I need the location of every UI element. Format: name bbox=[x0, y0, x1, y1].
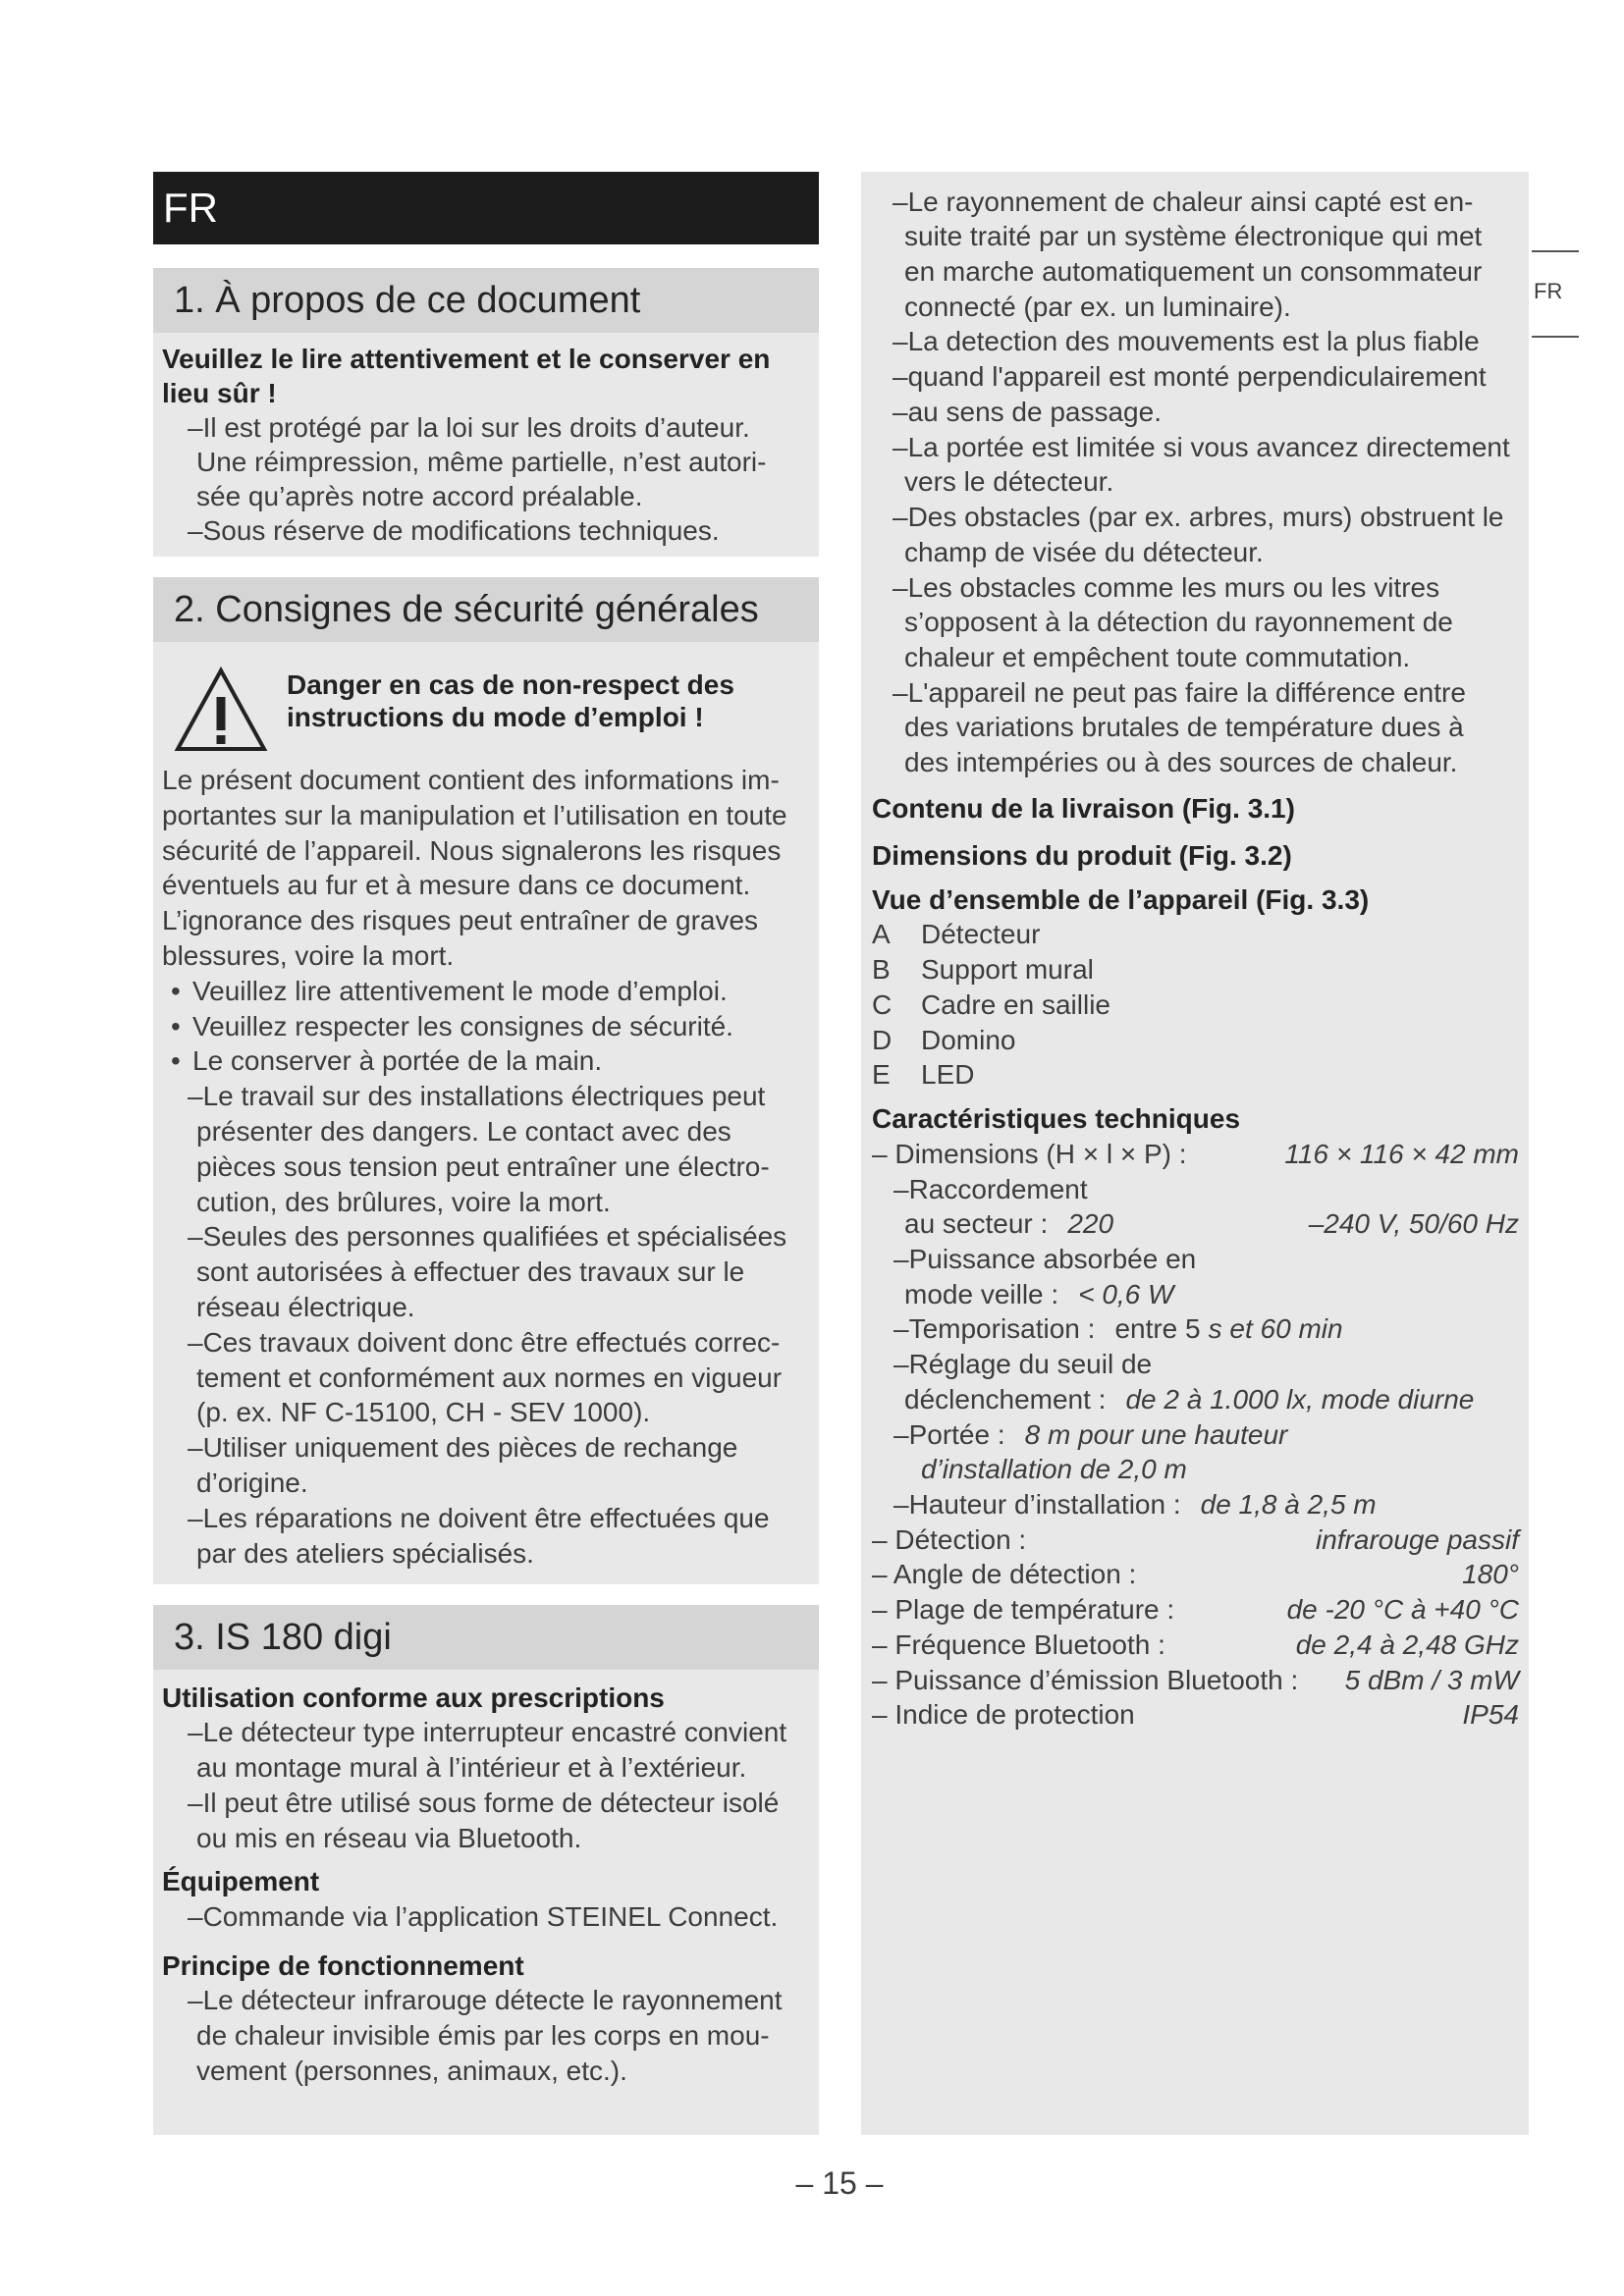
spec-value: 8 m pour une hauteur bbox=[1024, 1418, 1288, 1450]
list-item: –au sens de passage. bbox=[893, 396, 1162, 427]
section-intro: Veuillez le lire attentivement et le conserver en lieu sûr ! bbox=[162, 344, 771, 408]
spec-value: d’installation de 2,0 m bbox=[921, 1454, 1187, 1485]
spec-row bbox=[872, 1137, 1519, 1172]
tab-divider-bottom bbox=[1532, 336, 1579, 338]
section-title: 3. IS 180 digi bbox=[174, 1617, 392, 1658]
spec-row bbox=[872, 1206, 1519, 1242]
list-item: –Sous réserve de modifications techniques. bbox=[188, 515, 720, 546]
spec-value: 180° bbox=[1462, 1559, 1519, 1590]
spec-label: –Réglage du seuil de bbox=[893, 1349, 1153, 1380]
spec-label: – Puissance d’émission Bluetooth : bbox=[872, 1664, 1299, 1695]
spec-label: –Hauteur d’installation : bbox=[893, 1489, 1181, 1521]
spec-value: infrarouge passif bbox=[1315, 1523, 1519, 1555]
subheading-principle: Principe de fonctionnement bbox=[162, 1949, 524, 1981]
spec-row bbox=[872, 1452, 1519, 1487]
language-tab: FR bbox=[1534, 279, 1563, 303]
warning-text: Danger en cas de non-respect des instructions du mode d’emploi ! bbox=[287, 669, 734, 732]
spec-label: –Portée : bbox=[893, 1418, 1005, 1450]
list-item: –Le détecteur type interrupteur encastré convient au montage mural à l’intérieur et à l’extérieur. bbox=[188, 1717, 787, 1784]
section-about-document bbox=[153, 268, 819, 557]
section-title-bar bbox=[153, 1605, 819, 1670]
part-letter: C bbox=[872, 988, 893, 1020]
list-item: –La portée est limitée si vous avancez directement vers le détecteur. bbox=[893, 431, 1510, 498]
spec-row bbox=[872, 1663, 1519, 1698]
overview-part bbox=[872, 1023, 1519, 1058]
spec-value: < 0,6 W bbox=[1078, 1278, 1174, 1309]
list-item: –Le travail sur des installations électriques peut présenter des dangers. Le contact avec des pièces sous tension peut entraîner une électro- cution, des brûlures, voire la mort. bbox=[188, 1081, 770, 1217]
spec-label: –Temporisation : bbox=[893, 1313, 1096, 1345]
spec-value: de 1,8 à 2,5 m bbox=[1200, 1489, 1377, 1521]
spec-value: IP54 bbox=[1462, 1699, 1519, 1731]
list-item: –L'appareil ne peut pas faire la différence entre des variations brutales de température dues à des intempéries ou à des sources de chaleur. bbox=[893, 676, 1466, 778]
overview-part bbox=[872, 952, 1519, 988]
spec-label: au secteur : bbox=[904, 1208, 1049, 1240]
spec-value: de 2 à 1.000 lx, mode diurne bbox=[1125, 1383, 1475, 1415]
section-body bbox=[153, 333, 819, 548]
language-header-label: FR bbox=[163, 185, 218, 231]
part-letter: E bbox=[872, 1059, 891, 1091]
warning-icon bbox=[174, 666, 268, 754]
page-number: – 15 – bbox=[795, 2165, 884, 2201]
part-name: Domino bbox=[921, 1024, 1016, 1055]
subheading-specs: Caractéristiques techniques bbox=[872, 1103, 1241, 1135]
language-header bbox=[153, 172, 819, 244]
subheading-dimensions: Dimensions du produit (Fig. 3.2) bbox=[872, 839, 1292, 871]
spec-value: 220 bbox=[1067, 1208, 1114, 1240]
part-letter: D bbox=[872, 1024, 893, 1055]
spec-label: – Fréquence Bluetooth : bbox=[872, 1629, 1165, 1660]
spec-value: de -20 °C à +40 °C bbox=[1286, 1594, 1519, 1626]
spec-row bbox=[872, 1697, 1519, 1733]
part-name: Cadre en saillie bbox=[921, 988, 1110, 1020]
list-item: –Des obstacles (par ex. arbres, murs) obstruent le champ de visée du détecteur. bbox=[893, 502, 1504, 567]
spec-row bbox=[872, 1172, 1519, 1207]
overview-part bbox=[872, 1057, 1519, 1093]
spec-row bbox=[872, 1242, 1519, 1277]
spec-label: mode veille : bbox=[904, 1278, 1059, 1309]
list-item: –Le rayonnement de chaleur ainsi capté est en- suite traité par un système électronique qui met en marche automatiquement un consommateur connecté (par ex. un luminaire). bbox=[893, 186, 1483, 322]
tab-divider-top bbox=[1532, 250, 1579, 252]
spec-row bbox=[872, 1277, 1519, 1312]
list-item: –Ces travaux doivent donc être effectués correc- tement et conformément aux normes en vigueur (p. ex. NF C-15100, CH - SEV 1000). bbox=[188, 1326, 783, 1428]
part-letter: B bbox=[872, 954, 891, 986]
part-name: Support mural bbox=[921, 954, 1094, 986]
subheading-delivery: Contenu de la livraison (Fig. 3.1) bbox=[872, 792, 1295, 824]
spec-label: – Plage de température : bbox=[872, 1594, 1175, 1626]
list-item: –Il peut être utilisé sous forme de détecteur isolé ou mis en réseau via Bluetooth. bbox=[188, 1787, 780, 1853]
section-safety bbox=[153, 577, 819, 1584]
part-name: Détecteur bbox=[921, 919, 1041, 950]
spec-row bbox=[872, 1592, 1519, 1628]
subheading-intended-use: Utilisation conforme aux prescriptions bbox=[162, 1682, 665, 1713]
safety-paragraph: Le présent document contient des informations im- portantes sur la manipulation et l’utilisation en toute sécurité de l’appareil. Nous signalerons les risques éventuels au fur et à mesure dans ce document. L’ignorance des risques peut entraîner de graves blessures, voire la mort. bbox=[162, 765, 787, 971]
spec-label: –Raccordement bbox=[893, 1173, 1088, 1204]
section-title-bar bbox=[153, 577, 819, 642]
list-item: –Les obstacles comme les murs ou les vitres s’opposent à la détection du rayonnement de chaleur et empêchent toute commutation. bbox=[893, 571, 1453, 672]
part-letter: A bbox=[872, 919, 891, 950]
section-title: 1. À propos de ce document bbox=[174, 280, 641, 321]
spec-value: 5 dBm / 3 mW bbox=[1344, 1664, 1519, 1695]
spec-row bbox=[872, 1382, 1519, 1417]
bullet-item: • Veuillez respecter les consignes de sécurité. bbox=[162, 1009, 819, 1044]
list-item: –Il est protégé par la loi sur les droits d’auteur. Une réimpression, même partielle, n’est autori- sée qu’après notre accord préalable. bbox=[188, 412, 767, 511]
spec-value-plain: entre 5 bbox=[1114, 1313, 1201, 1345]
list-item: –Le détecteur infrarouge détecte le rayonnement de chaleur invisible émis par les corps en mou- vement (personnes, animaux, etc.). bbox=[188, 1985, 783, 2086]
spec-row bbox=[872, 1311, 1519, 1347]
spec-label: déclenchement : bbox=[904, 1383, 1107, 1415]
spec-label: – Indice de protection bbox=[872, 1699, 1135, 1731]
spec-row bbox=[872, 1347, 1519, 1382]
spec-value: 116 × 116 × 42 mm bbox=[1284, 1138, 1519, 1169]
list-item: –La detection des mouvements est la plus fiable bbox=[893, 326, 1480, 357]
spec-row bbox=[872, 1557, 1519, 1592]
list-item: –Seules des personnes qualifiées et spécialisées sont autorisées à effectuer des travaux sur le réseau électrique. bbox=[188, 1221, 787, 1322]
spec-row bbox=[872, 1628, 1519, 1663]
list-item: –Utiliser uniquement des pièces de rechange d’origine. bbox=[188, 1432, 738, 1498]
spec-label: – Dimensions (H × l × P) : bbox=[872, 1138, 1187, 1169]
subheading-overview: Vue d’ensemble de l’appareil (Fig. 3.3) bbox=[872, 883, 1370, 915]
right-column bbox=[861, 172, 1529, 2135]
section-title: 2. Consignes de sécurité générales bbox=[174, 589, 759, 630]
part-name: LED bbox=[921, 1059, 975, 1091]
warning-notice bbox=[153, 666, 819, 754]
section-product bbox=[153, 1605, 819, 2135]
overview-part bbox=[872, 917, 1519, 952]
bullet-item: • Veuillez lire attentivement le mode d’emploi. bbox=[162, 974, 819, 1009]
section-body bbox=[153, 754, 819, 1571]
overview-part bbox=[872, 988, 1519, 1023]
list-item: –Commande via l’application STEINEL Connect. bbox=[188, 1900, 779, 1932]
spec-value: s et 60 min bbox=[1208, 1313, 1343, 1345]
section-body bbox=[153, 1670, 819, 2089]
spec-value: de 2,4 à 2,48 GHz bbox=[1295, 1629, 1519, 1660]
list-item: –Les réparations ne doivent être effectuées que par des ateliers spécialisés. bbox=[188, 1502, 770, 1569]
list-item: –quand l'appareil est monté perpendiculairement bbox=[893, 361, 1487, 393]
section-title-bar bbox=[153, 268, 819, 333]
spec-label: – Angle de détection : bbox=[872, 1559, 1137, 1590]
bullet-item: • Le conserver à portée de la main. bbox=[162, 1043, 819, 1079]
spec-value-right: –240 V, 50/60 Hz bbox=[1308, 1208, 1519, 1240]
spec-label: –Puissance absorbée en bbox=[893, 1244, 1197, 1275]
spec-label: – Détection : bbox=[872, 1523, 1027, 1555]
spec-row bbox=[872, 1487, 1519, 1522]
subheading-equipment: Équipement bbox=[162, 1865, 320, 1896]
spec-row bbox=[872, 1417, 1519, 1453]
spec-row bbox=[872, 1522, 1519, 1558]
